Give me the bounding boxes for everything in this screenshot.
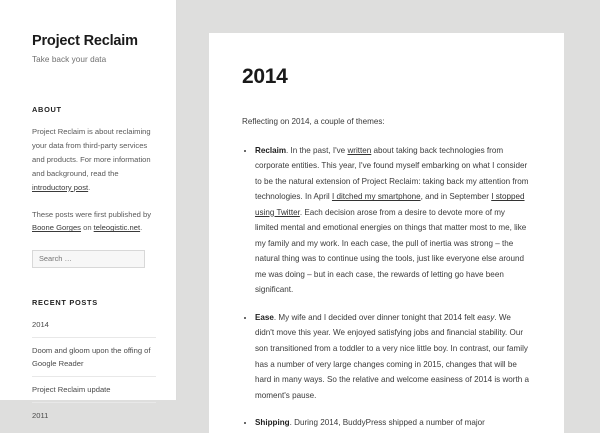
stopped-twitter-link[interactable]: I stopped using Twitter bbox=[255, 192, 525, 217]
widget-about bbox=[0, 105, 176, 236]
list-item[interactable] bbox=[32, 337, 156, 376]
ditched-smartphone-link[interactable]: I ditched my smartphone bbox=[331, 192, 421, 202]
about-text-2: These posts were first published by bbox=[32, 209, 152, 219]
bullet-text: . My wife and I decided over dinner tonight that 2014 felt bbox=[273, 312, 478, 322]
themes-list bbox=[242, 143, 530, 431]
list-item bbox=[255, 310, 530, 403]
recent-post-link[interactable]: Doom and gloom upon the offing of Google Reader bbox=[32, 346, 151, 369]
bullet-lead: Reclaim bbox=[255, 145, 287, 155]
about-text-2-mid: on bbox=[80, 223, 94, 233]
bullet-lead: Ease bbox=[255, 312, 274, 322]
bullet-text: about taking back technologies from corporate entities. This year, I've found myself embarking on what I consider to be the natural extension of Project Reclaim: taking back my attention from technologies. In April bbox=[255, 145, 529, 202]
list-item bbox=[255, 143, 530, 298]
entry-intro: Reflecting on 2014, a couple of themes: bbox=[242, 117, 385, 127]
widget-title-recent-posts: RECENT POSTS bbox=[32, 297, 98, 307]
recent-post-link[interactable]: Project Reclaim update bbox=[32, 385, 111, 395]
about-text-1: Project Reclaim is about reclaiming your data from third-party services and products. For more information and background, read the bbox=[32, 126, 151, 178]
recent-post-link[interactable]: 2011 bbox=[32, 411, 49, 421]
list-item[interactable] bbox=[32, 318, 156, 337]
article-entry bbox=[209, 33, 564, 431]
about-text-1-end: . bbox=[88, 182, 91, 192]
list-item[interactable] bbox=[32, 376, 156, 402]
bullet-lead: Shipping bbox=[255, 418, 290, 428]
widget-search bbox=[0, 248, 176, 268]
source-site-link[interactable]: teleogistic.net bbox=[93, 223, 141, 233]
bullet-text: . We didn't move this year. We enjoyed satisfying jobs and financial stability. Our son transitioned from a toddler to a very nice little boy. In contrast, our family has a number of very large changes coming in 2015, changes that will be hard in many ways. So the relative and welcome easiness of 2014 is worth a moment's pause. bbox=[255, 312, 529, 400]
widget-recent-posts bbox=[0, 298, 176, 428]
widget-title-about: ABOUT bbox=[32, 104, 62, 114]
site-description: Take back your data bbox=[32, 54, 107, 64]
page-title: 2014 bbox=[242, 65, 288, 88]
list-item bbox=[255, 415, 530, 431]
sidebar bbox=[0, 0, 177, 421]
site-branding bbox=[0, 0, 176, 64]
bullet-text: . Each decision arose from a desire to devote more of my limited mental and emotional energies on things that matter most to me, like my family and my work. In each case, the pull of inertia was strong – the natural thing was to continue using the tools, just like everyone else around me was doing – but in each case, the rewards of letting go have been significant. bbox=[255, 207, 527, 295]
written-link[interactable]: written bbox=[347, 145, 372, 155]
author-link[interactable]: Boone Gorges bbox=[32, 223, 81, 233]
recent-post-link[interactable]: 2014 bbox=[32, 319, 49, 329]
bullet-text: , and in September bbox=[420, 192, 492, 202]
content-card bbox=[209, 33, 564, 433]
recent-posts-list bbox=[32, 318, 156, 428]
search-input[interactable] bbox=[32, 250, 145, 268]
about-text-2-end: . bbox=[140, 223, 143, 233]
introductory-post-link[interactable]: introductory post bbox=[32, 182, 89, 192]
site-title[interactable]: Project Reclaim bbox=[32, 33, 138, 49]
bullet-text: . In the past, I've bbox=[286, 145, 348, 155]
about-paragraph-1 bbox=[32, 125, 156, 195]
list-item[interactable] bbox=[32, 402, 156, 428]
bullet-emphasis: easy bbox=[477, 312, 495, 322]
bullet-text: . During 2014, BuddyPress shipped a number of major bbox=[289, 418, 485, 428]
about-paragraph-2 bbox=[32, 208, 156, 236]
